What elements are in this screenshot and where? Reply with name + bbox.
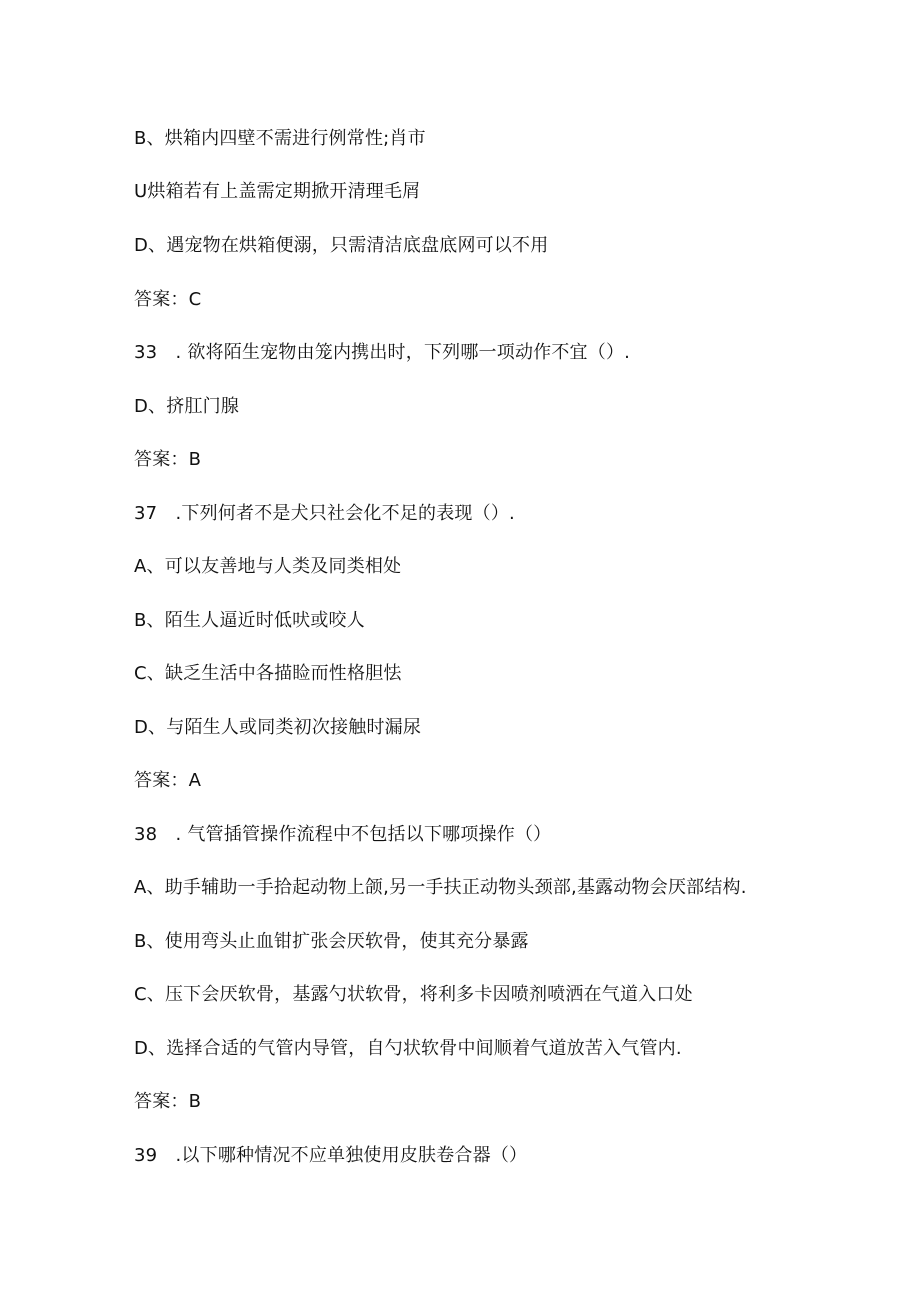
option-d-q32: D、遇宠物在烘箱便溺，只需清洁底盘底网可以不用 [134,235,549,256]
option-d-q37: D、与陌生人或同类初次接触时漏尿 [134,717,422,738]
option-c-q37: C、缺乏生活中各描睑而性格胆怯 [134,663,402,684]
option-d-q38: D、选择合适的气管内导管，自勺状软骨中间顺着气道放苦入气管内. [134,1038,682,1059]
answer-q32: 答案：C [134,289,202,310]
question-33: 33 . 欲将陌生宠物由笼内携出时，下列哪一项动作不宜（）. [134,342,631,363]
option-a-q38: A、助手辅助一手拾起动物上颌,另一手扶正动物头颈部,基露动物会厌部结构. [134,877,747,898]
answer-q38: 答案：B [134,1091,202,1112]
option-c-q32: U烘箱若有上盖需定期掀开清理毛屑 [134,181,421,202]
question-39: 39 .以下哪种情况不应单独使用皮肤卷合器（） [134,1145,528,1166]
option-b-q32: B、烘箱内四壁不需进行例常性;肖市 [134,128,426,149]
option-a-q37: A、可以友善地与人类及同类相处 [134,556,402,577]
option-b-q38: B、使用弯头止血钳扩张会厌软骨，使其充分暴露 [134,931,529,952]
question-37: 37 .下列何者不是犬只社会化不足的表现（）. [134,503,515,524]
answer-q37: 答案：A [134,770,202,791]
question-38: 38 . 气管插管操作流程中不包括以下哪项操作（） [134,824,552,845]
option-d-q33: D、挤肛门腺 [134,396,240,417]
answer-q33: 答案：B [134,449,202,470]
option-b-q37: B、陌生人逼近时低吠或咬人 [134,610,365,631]
option-c-q38: C、压下会厌软骨，基露勺状软骨，将利多卡因喷剂喷洒在气道入口处 [134,984,693,1005]
